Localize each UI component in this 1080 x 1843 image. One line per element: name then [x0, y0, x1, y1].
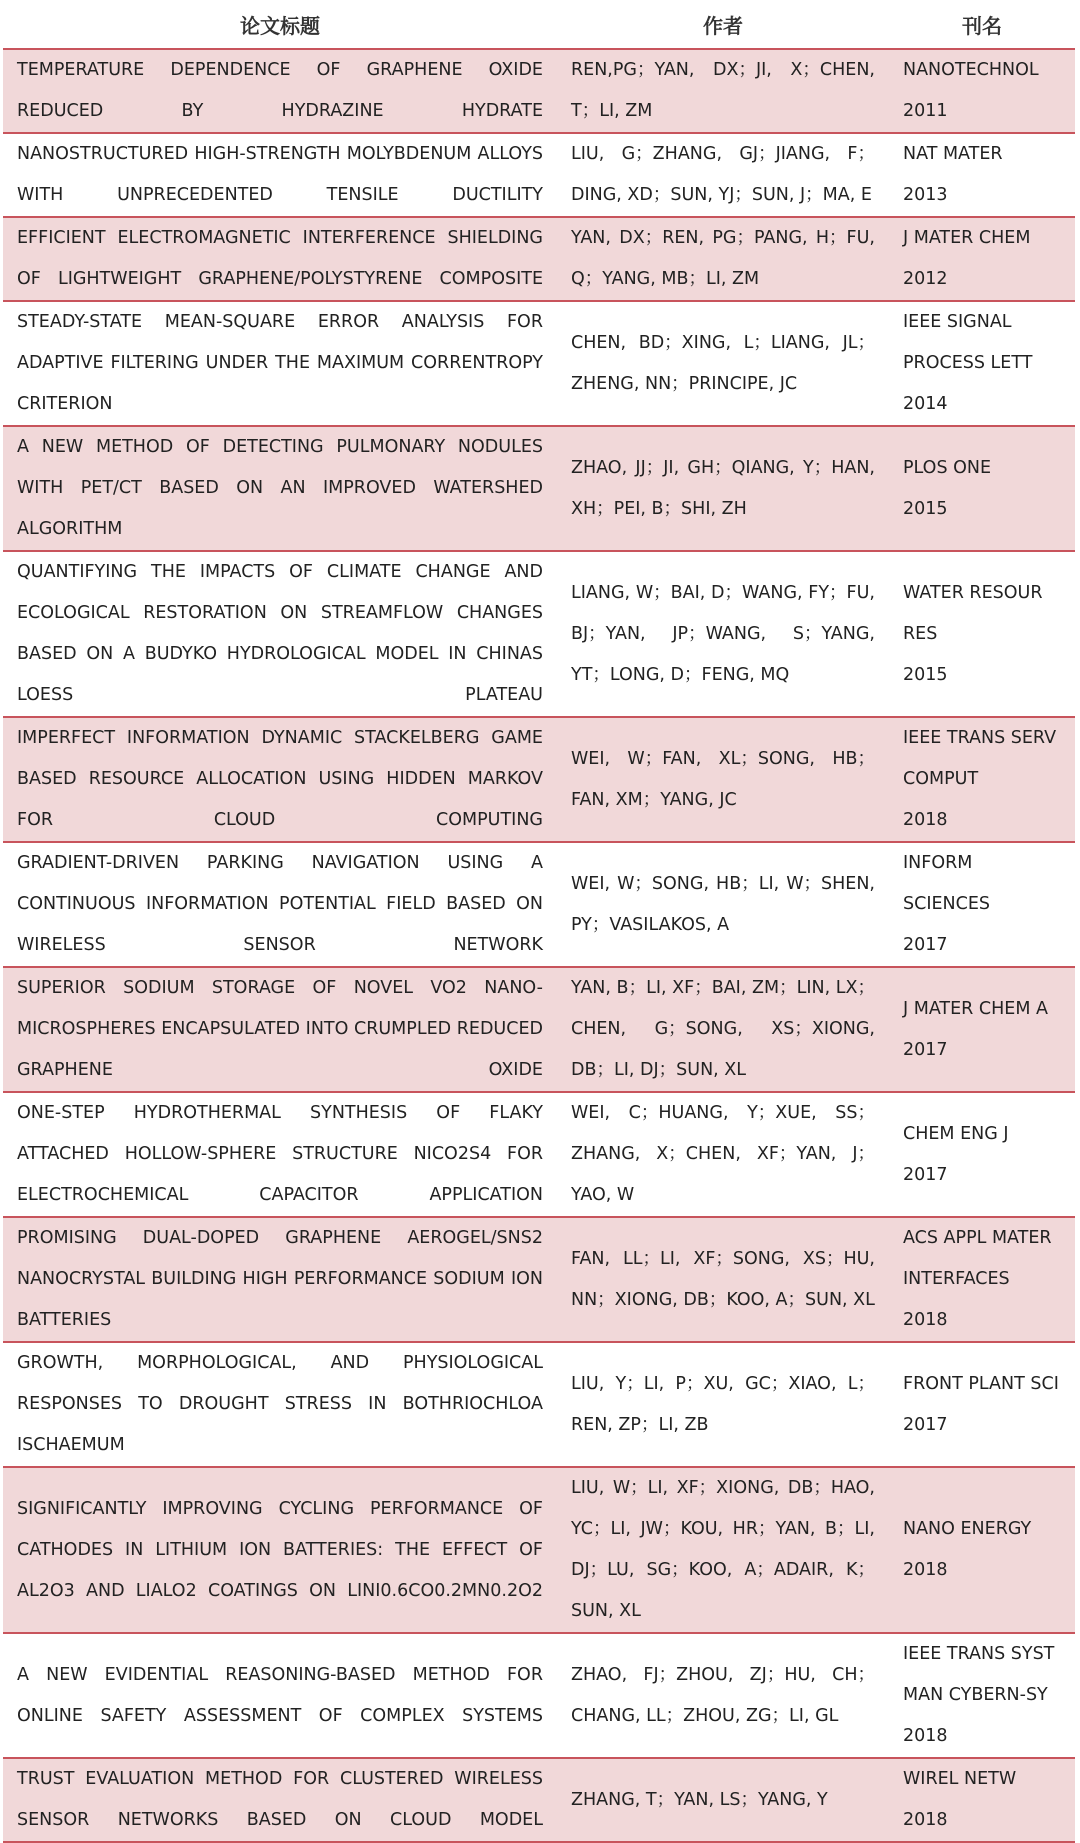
header-authors: 作者 [557, 0, 889, 49]
journal-year: 2011 [903, 101, 948, 121]
table-row [3, 1467, 1075, 1633]
table-row [3, 1217, 1075, 1342]
table-row [3, 1758, 1075, 1842]
paper-journal [889, 1467, 1075, 1633]
journal-year: 2018 [903, 810, 948, 830]
header-title: 论文标题 [3, 0, 557, 49]
journal-year: 2018 [903, 1726, 948, 1746]
journal-name: IEEE SIGNAL PROCESS LETT [903, 312, 1033, 373]
journal-name: IEEE TRANS SERV COMPUT [903, 728, 1057, 789]
paper-journal [889, 1758, 1075, 1842]
journal-year: 2015 [903, 498, 948, 519]
journal-year: 2017 [903, 1164, 948, 1185]
paper-authors: YAN, DX；REN, PG；PANG, H；FU, Q；YANG, MB；LI, ZM [557, 217, 889, 301]
paper-authors: FAN, LL；LI, XF；SONG, XS；HU, NN；XIONG, DB；KOO, A；SUN, XL [557, 1217, 889, 1342]
table-row [3, 301, 1075, 426]
paper-authors: CHEN, BD；XING, L；LIANG, JL；ZHENG, NN；PRINCIPE, JC [557, 301, 889, 426]
header-journal: 刊名 [889, 0, 1075, 49]
journal-year: 2017 [903, 935, 948, 955]
paper-journal [889, 1633, 1075, 1758]
journal-name: CHEM ENG J [903, 1123, 1009, 1144]
journal-year: 2018 [903, 1560, 948, 1580]
journal-name: FRONT PLANT SCI [903, 1373, 1059, 1394]
paper-authors: ZHANG, T；YAN, LS；YANG, Y [557, 1758, 889, 1842]
paper-title: GRADIENT-DRIVEN PARKING NAVIGATION USING A CONTINUOUS INFORMATION POTENTIAL FIELD BASED ON WIRELESS SENSOR NETWORK [3, 842, 557, 967]
journal-name: WIREL NETW [903, 1769, 1017, 1789]
paper-title: PROMISING DUAL-DOPED GRAPHENE AEROGEL/SNS2 NANOCRYSTAL BUILDING HIGH PERFORMANCE SODIUM ION BATTERIES [3, 1217, 557, 1342]
paper-journal [889, 842, 1075, 967]
paper-journal [889, 717, 1075, 842]
paper-journal [889, 1092, 1075, 1217]
paper-title: A NEW METHOD OF DETECTING PULMONARY NODULES WITH PET/CT BASED ON AN IMPROVED WATERSHED ALGORITHM [3, 426, 557, 551]
paper-authors: ZHAO, FJ；ZHOU, ZJ；HU, CH；CHANG, LL；ZHOU, ZG；LI, GL [557, 1633, 889, 1758]
table-row [3, 967, 1075, 1092]
journal-name: J MATER CHEM [903, 228, 1031, 248]
journal-name: PLOS ONE [903, 457, 992, 478]
paper-authors: LIU, Y；LI, P；XU, GC；XIAO, L；REN, ZP；LI, ZB [557, 1342, 889, 1467]
paper-journal [889, 133, 1075, 217]
table-row [3, 1092, 1075, 1217]
table-row [3, 717, 1075, 842]
table-row [3, 133, 1075, 217]
table-row [3, 49, 1075, 133]
paper-journal [889, 1342, 1075, 1467]
paper-authors: YAN, B；LI, XF；BAI, ZM；LIN, LX；CHEN, G；SONG, XS；XIONG, DB；LI, DJ；SUN, XL [557, 967, 889, 1092]
journal-name: INFORM SCIENCES [903, 853, 991, 914]
paper-title: STEADY-STATE MEAN-SQUARE ERROR ANALYSIS FOR ADAPTIVE FILTERING UNDER THE MAXIMUM CORRENTROPY CRITERION [3, 301, 557, 426]
journal-year: 2014 [903, 394, 948, 414]
journal-year: 2015 [903, 664, 948, 685]
paper-authors: LIU, W；LI, XF；XIONG, DB；HAO, YC；LI, JW；KOU, HR；YAN, B；LI, DJ；LU, SG；KOO, A；ADAIR, K；SUN, XL [557, 1467, 889, 1633]
journal-name: NAT MATER [903, 144, 1003, 164]
journal-year: 2017 [903, 1414, 948, 1435]
journal-year: 2013 [903, 185, 948, 205]
paper-authors: WEI, C；HUANG, Y；XUE, SS；ZHANG, X；CHEN, XF；YAN, J；YAO, W [557, 1092, 889, 1217]
paper-title: QUANTIFYING THE IMPACTS OF CLIMATE CHANGE AND ECOLOGICAL RESTORATION ON STREAMFLOW CHANGES BASED ON A BUDYKO HYDROLOGICAL MODEL IN CHINAS LOESS PLATEAU [3, 551, 557, 717]
table-header [3, 0, 1075, 49]
table-row [3, 1342, 1075, 1467]
journal-name: IEEE TRANS SYST MAN CYBERN-SY [903, 1644, 1055, 1705]
paper-authors: LIANG, W；BAI, D；WANG, FY；FU, BJ；YAN, JP；WANG, S；YANG, YT；LONG, D；FENG, MQ [557, 551, 889, 717]
paper-journal [889, 967, 1075, 1092]
paper-title: NANOSTRUCTURED HIGH-STRENGTH MOLYBDENUM ALLOYS WITH UNPRECEDENTED TENSILE DUCTILITY [3, 133, 557, 217]
paper-authors: WEI, W；SONG, HB；LI, W；SHEN, PY；VASILAKOS, A [557, 842, 889, 967]
journal-name: WATER RESOUR RES [903, 582, 1043, 644]
journal-year: 2012 [903, 269, 948, 289]
paper-authors: LIU, G；ZHANG, GJ；JIANG, F；DING, XD；SUN, YJ；SUN, J；MA, E [557, 133, 889, 217]
journal-name: NANO ENERGY [903, 1519, 1032, 1539]
journal-name: ACS APPL MATER INTERFACES [903, 1228, 1052, 1289]
journal-year: 2018 [903, 1310, 948, 1330]
table-row [3, 217, 1075, 301]
paper-title: TEMPERATURE DEPENDENCE OF GRAPHENE OXIDE REDUCED BY HYDRAZINE HYDRATE [3, 49, 557, 133]
paper-title: ONE-STEP HYDROTHERMAL SYNTHESIS OF FLAKY ATTACHED HOLLOW-SPHERE STRUCTURE NICO2S4 FOR ELECTROCHEMICAL CAPACITOR APPLICATION [3, 1092, 557, 1217]
journal-year: 2018 [903, 1810, 948, 1830]
paper-title: A NEW EVIDENTIAL REASONING-BASED METHOD FOR ONLINE SAFETY ASSESSMENT OF COMPLEX SYSTEMS [3, 1633, 557, 1758]
table-row [3, 1633, 1075, 1758]
paper-title: IMPERFECT INFORMATION DYNAMIC STACKELBERG GAME BASED RESOURCE ALLOCATION USING HIDDEN MARKOV FOR CLOUD COMPUTING [3, 717, 557, 842]
journal-name: J MATER CHEM A [903, 998, 1048, 1019]
journal-name: NANOTECHNOL [903, 60, 1039, 80]
paper-title: GROWTH, MORPHOLOGICAL, AND PHYSIOLOGICAL RESPONSES TO DROUGHT STRESS IN BOTHRIOCHLOA ISCHAEMUM [3, 1342, 557, 1467]
paper-title: SIGNIFICANTLY IMPROVING CYCLING PERFORMANCE OF CATHODES IN LITHIUM ION BATTERIES: THE EFFECT OF AL2O3 AND LIALO2 COATINGS ON LINI0.6CO0.2MN0.2O2 [3, 1467, 557, 1633]
paper-authors: ZHAO, JJ；JI, GH；QIANG, Y；HAN, XH；PEI, B；SHI, ZH [557, 426, 889, 551]
paper-journal [889, 551, 1075, 717]
table-row [3, 426, 1075, 551]
table-row [3, 842, 1075, 967]
paper-title: TRUST EVALUATION METHOD FOR CLUSTERED WIRELESS SENSOR NETWORKS BASED ON CLOUD MODEL [3, 1758, 557, 1842]
paper-title: EFFICIENT ELECTROMAGNETIC INTERFERENCE SHIELDING OF LIGHTWEIGHT GRAPHENE/POLYSTYRENE COMPOSITE [3, 217, 557, 301]
paper-journal [889, 49, 1075, 133]
paper-journal [889, 1217, 1075, 1342]
papers-table [3, 0, 1075, 1843]
paper-journal [889, 426, 1075, 551]
paper-authors: REN,PG；YAN, DX；JI, X；CHEN, T；LI, ZM [557, 49, 889, 133]
paper-journal [889, 217, 1075, 301]
table-row [3, 551, 1075, 717]
paper-title: SUPERIOR SODIUM STORAGE OF NOVEL VO2 NANO-MICROSPHERES ENCAPSULATED INTO CRUMPLED REDUCED GRAPHENE OXIDE [3, 967, 557, 1092]
journal-year: 2017 [903, 1039, 948, 1060]
paper-journal [889, 301, 1075, 426]
paper-authors: WEI, W；FAN, XL；SONG, HB；FAN, XM；YANG, JC [557, 717, 889, 842]
